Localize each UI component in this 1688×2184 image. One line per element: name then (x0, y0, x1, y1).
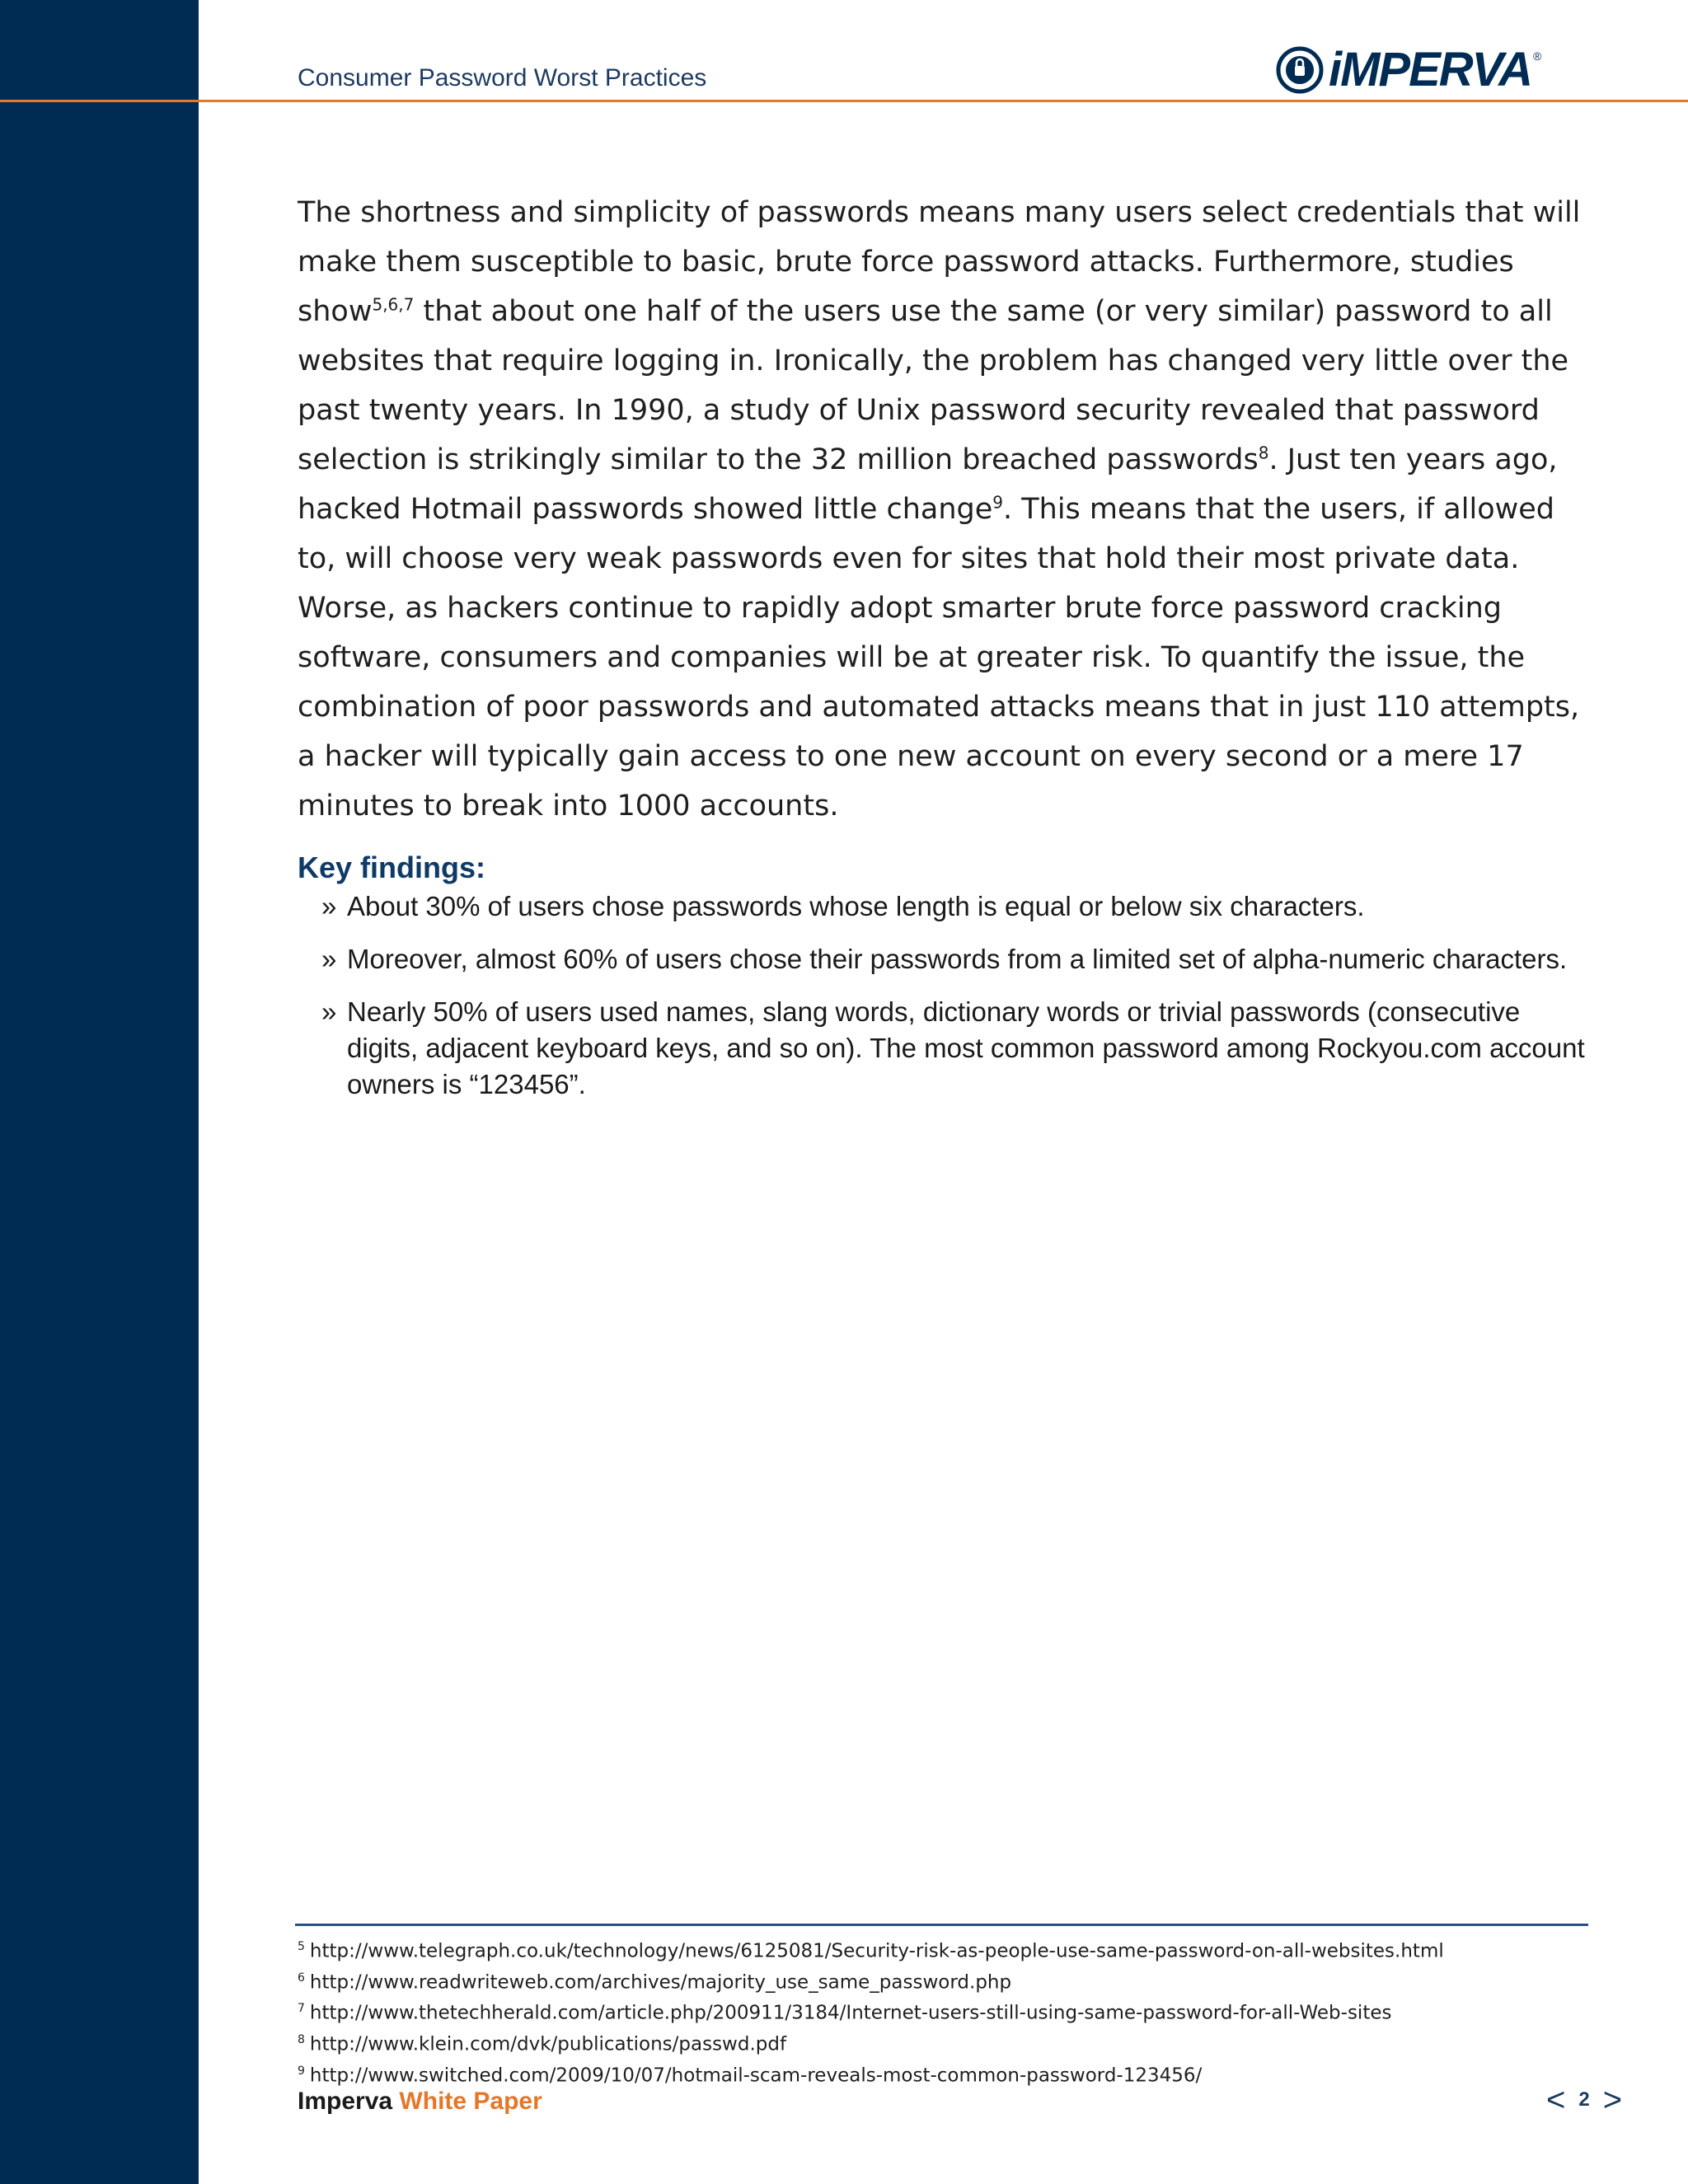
footnote-item: $^6$ http://www.readwriteweb.com/archives/majority_use_same_password.php (298, 1971, 1012, 1994)
registered-mark: ® (1532, 49, 1542, 63)
footer-brand-accent: White Paper (399, 2088, 542, 2115)
footnote-link[interactable]: http://www.thetechherald.com/article.php/200911/3184/Internet-users-still-using-same-password-for-all-Web-sites (309, 2002, 1392, 2024)
footnote-ref: 8 (1258, 443, 1269, 463)
list-item: » About 30% of users chose passwords whose length is equal or below six characters. (321, 888, 1591, 925)
sidebar-band (0, 0, 199, 2184)
footnote-link[interactable]: http://www.switched.com/2009/10/07/hotmail-scam-reveals-most-common-password-123456/ (309, 2064, 1203, 2087)
document-title: Consumer Password Worst Practices (298, 64, 707, 91)
key-findings-list (321, 888, 1591, 1119)
logo-wordmark: iMPERVA (1329, 43, 1531, 96)
footnote-item: $^8$ http://www.klein.com/dvk/publications/passwd.pdf (298, 2032, 787, 2055)
key-findings-heading: Key findings: (298, 851, 486, 884)
footnote-link[interactable]: http://www.klein.com/dvk/publications/passwd.pdf (309, 2033, 787, 2055)
imperva-logo (1276, 43, 1589, 96)
imperva-logo-icon (1276, 46, 1324, 94)
page-navigator (1541, 2083, 1627, 2116)
footnote-ref: 9 (992, 492, 1004, 513)
bullet-icon: » (321, 891, 337, 921)
bullet-icon: » (321, 996, 337, 1027)
footnote-item: $^9$ http://www.switched.com/2009/10/07/hotmail-scam-reveals-most-common-password-123456/ (298, 2064, 1203, 2087)
next-page-icon[interactable]: > (1602, 2082, 1623, 2118)
page-number: 2 (1578, 2088, 1590, 2111)
footnote-ref: 5,6,7 (372, 294, 415, 315)
footnote-link[interactable]: http://www.readwriteweb.com/archives/majority_use_same_password.php (309, 1971, 1012, 1994)
footnote-item: $^5$ http://www.telegraph.co.uk/technology/news/6125081/Security-risk-as-people-use-same-password-on-all-websites.html (298, 1940, 1444, 1962)
bullet-icon: » (321, 944, 337, 974)
footer-brand: Imperva White Paper (298, 2088, 542, 2115)
footnote-divider (295, 1924, 1588, 1926)
footnotes-list (298, 1933, 1616, 2088)
list-item: » Nearly 50% of users used names, slang words, dictionary words or trivial passwords (consecutive digits, adjacent keyboard keys, and so on). The most common password among Rockyou.com account owners is “123456”. (321, 994, 1591, 1103)
footnote-link[interactable]: http://www.telegraph.co.uk/technology/news/6125081/Security-risk-as-people-use-same-password-on-all-websites.html (309, 1940, 1444, 1962)
footnote-item: $^7$ http://www.thetechherald.com/article.php/200911/3184/Internet-users-still-using-same-password-for-all-Web-sites (298, 2002, 1392, 2024)
header-divider (0, 100, 1688, 102)
body-paragraph: The shortness and simplicity of passwords means many users select credentials that will make them susceptible to basic, brute force password attacks. Furthermore, studies show$^{5,6,7}$ that about one half of the users use the same (or very similar) password to all websites that require logging in. Ironically, the problem has changed very little over the past twenty years. In 1990, a study of Unix password security revealed that password selection is strikingly similar to the 32 million breached passwords$^8$. Just ten years ago, hacked Hotmail passwords showed little change$^9$. This means that the users, if allowed to, will choose very weak passwords even for sites that hold their most private data. Worse, as hackers continue to rapidly adopt smarter brute force password cracking software, consumers and companies will be at greater risk. To quantify the issue, the combination of poor passwords and automated attacks means that in just 110 attempts, a hacker will typically gain access to one new account on every second or a mere 17 minutes to break into 1000 accounts. (298, 196, 1581, 823)
list-item: » Moreover, almost 60% of users chose their passwords from a limited set of alpha-numeric characters. (321, 941, 1591, 977)
prev-page-icon[interactable]: < (1546, 2082, 1566, 2118)
